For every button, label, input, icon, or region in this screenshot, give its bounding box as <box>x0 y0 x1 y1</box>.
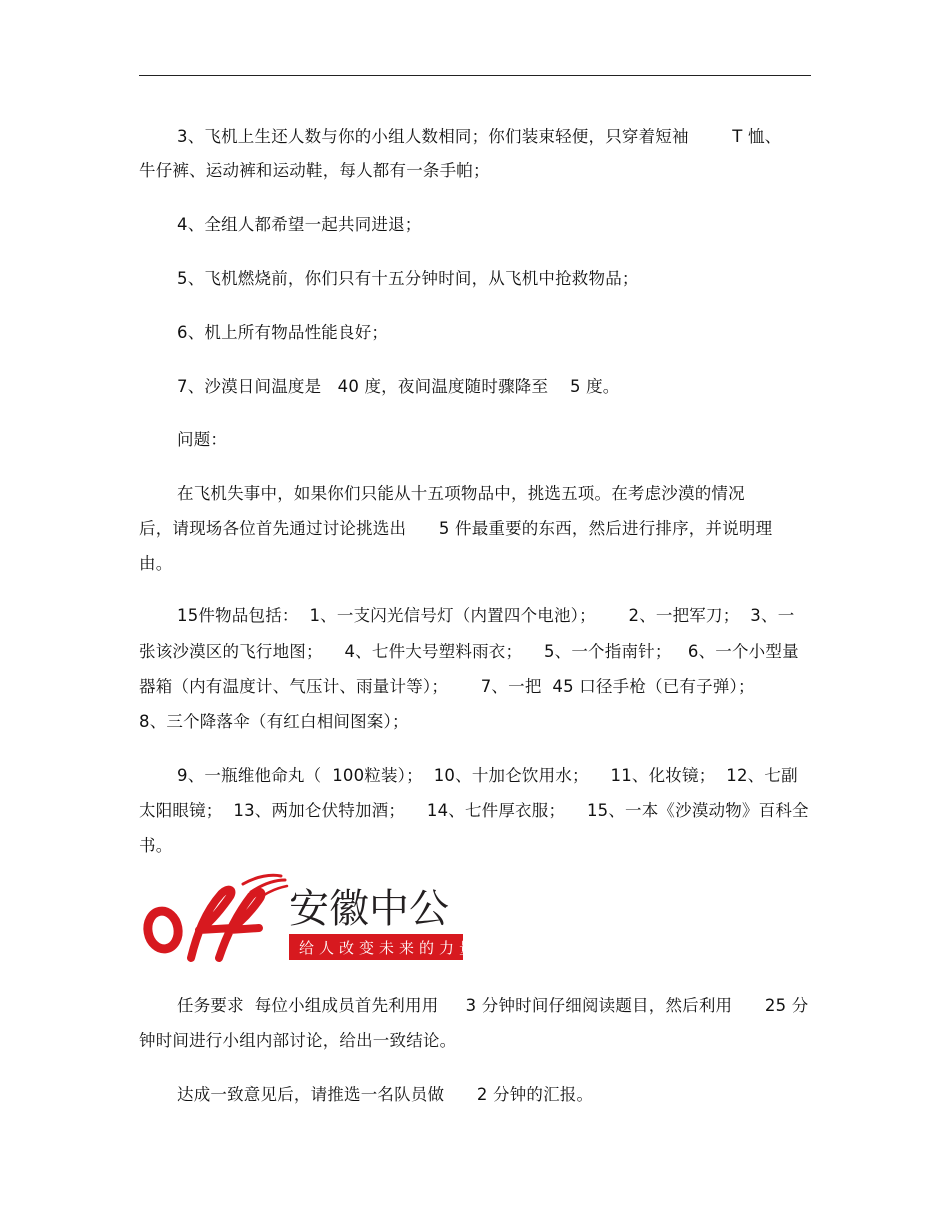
offcn-logo <box>139 872 465 966</box>
text-line: 在飞机失事中，如果你们只能从十五项物品中，挑选五项。在考虑沙漠的情况 <box>177 484 745 503</box>
offcn-logo-graphic <box>139 872 465 966</box>
text-line: 后，请现场各位首先通过讨论挑选出 5 件最重要的东西，然后进行排序，并说明理 <box>139 519 773 538</box>
text-line: 5、飞机燃烧前，你们只有十五分钟时间，从飞机中抢救物品； <box>177 269 639 288</box>
text-line: 15件物品包括： 1、一支闪光信号灯（内置四个电池）； 2、一把军刀； 3、一 <box>177 606 795 625</box>
text-line: 任务要求 每位小组成员首先利用用 3 分钟时间仔细阅读题目，然后利用 25 分 <box>177 996 809 1015</box>
text-line: 7、沙漠日间温度是 40 度，夜间温度随时骤降至 5 度。 <box>177 377 620 396</box>
section-heading: 问题： <box>177 430 228 449</box>
text-line: 3、飞机上生还人数与你的小组人数相同；你们装束轻便，只穿着短袖 T 恤、 <box>177 127 782 146</box>
logo-name: 安徽中公 <box>289 886 449 932</box>
text-line: 器箱（内有温度计、气压计、雨量计等）； 7、一把 45 口径手枪（已有子弹）； <box>139 677 755 696</box>
text-line: 张该沙漠区的飞行地图； 4、七件大号塑料雨衣； 5、一个指南针； 6、一个小型量 <box>139 642 799 661</box>
text-line: 9、一瓶维他命丸（ 100粒装）； 10、十加仑饮用水； 11、化妆镜； 12、七副 <box>177 766 798 785</box>
text-line: 8、三个降落伞（有红白相间图案）； <box>139 712 409 731</box>
text-line: 牛仔裤、运动裤和运动鞋，每人都有一条手帕； <box>139 161 490 180</box>
text-line: 4、全组人都希望一起共同进退； <box>177 215 422 234</box>
text-line: 达成一致意见后，请推选一名队员做 2 分钟的汇报。 <box>177 1085 594 1104</box>
text-line: 由。 <box>139 554 173 573</box>
text-line: 太阳眼镜； 13、两加仑伏特加酒； 14、七件厚衣服； 15、一本《沙漠动物》百科全 <box>139 801 809 820</box>
logo-tagline: 给人改变未来的力量 <box>299 939 465 957</box>
text-line: 钟时间进行小组内部讨论，给出一致结论。 <box>139 1031 457 1050</box>
offcn-mark-icon <box>145 875 287 958</box>
text-line: 书。 <box>139 836 173 855</box>
header-rule <box>139 75 811 76</box>
text-line: 6、机上所有物品性能良好； <box>177 323 389 342</box>
